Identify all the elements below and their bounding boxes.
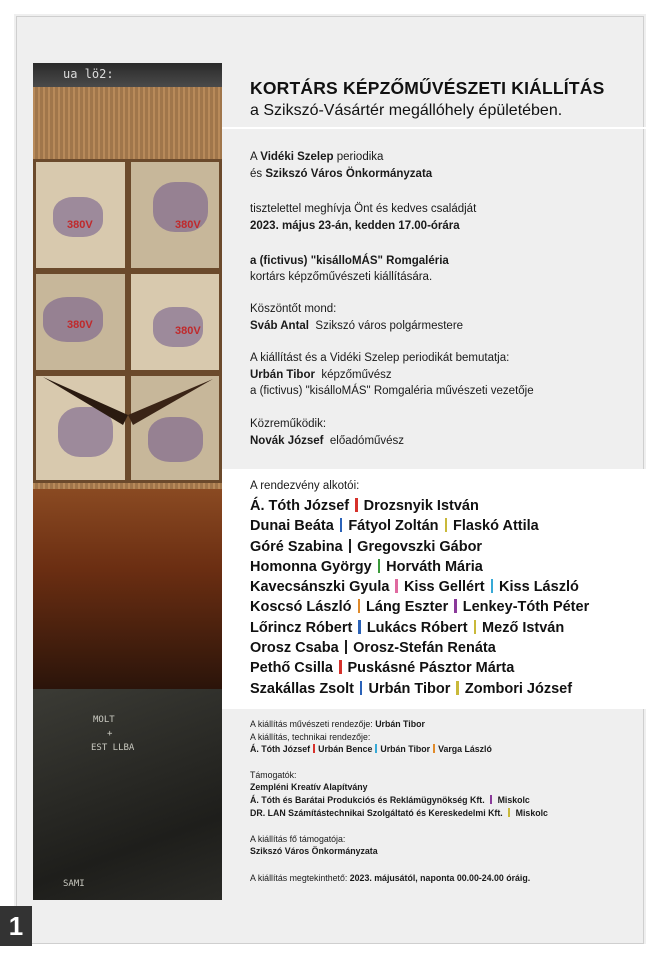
creator-name: Láng Eszter <box>366 599 449 616</box>
voltage-mark: 380V <box>67 219 93 231</box>
creator-name: Lukács Róbert <box>366 619 468 636</box>
creator-name: Kavecsánszki Gyula <box>250 579 390 596</box>
performer-name: Novák József <box>250 435 324 447</box>
creator-name: Á. Tóth József <box>250 498 350 514</box>
chalk-text: SAMI <box>63 879 85 889</box>
creator-name: Puskásné Pásztor Márta <box>347 660 515 677</box>
hosts-line2 <box>250 167 432 181</box>
creator-name: Kiss László <box>499 579 579 596</box>
hosts-and: és <box>250 168 263 180</box>
paint-stain <box>53 197 103 237</box>
exhibition-subtitle: a Szikszó-Vásártér megállóhely épületében. <box>250 102 563 119</box>
artwork-top-strip <box>33 63 222 87</box>
exhibition-title: KORTÁRS KÉPZŐMŰVÉSZETI KIÁLLÍTÁS <box>250 78 605 98</box>
greeting-name: Sváb Antal <box>250 320 310 332</box>
hosts-prefix: A <box>250 151 258 163</box>
chalk-text: + <box>107 729 113 739</box>
viewing-label: A kiállítás megtekinthető: <box>250 873 348 883</box>
creators-label: A rendezvény alkotói: <box>250 480 360 492</box>
greeting-role: Szikszó város polgármestere <box>315 320 464 332</box>
separator-bar <box>345 640 348 654</box>
creators-row <box>250 557 640 577</box>
creators-list <box>250 496 640 699</box>
sponsor3-city: Miskolc <box>515 808 548 818</box>
greeting-label: Köszöntőt mond: <box>250 303 337 315</box>
separator-bar <box>433 744 435 753</box>
artistic-name: Urbán Tibor <box>375 719 425 729</box>
creator-name: Homonna György <box>250 558 372 575</box>
presenter-role: képzőművész <box>321 369 392 381</box>
separator-bar <box>445 518 448 532</box>
separator-bar <box>355 498 358 512</box>
presenter-name: Urbán Tibor <box>250 369 315 381</box>
technical-name: Varga László <box>438 744 492 754</box>
creator-name: Koscsó László <box>250 599 352 616</box>
main-sponsor-label: A kiállítás fő támogatója: <box>250 834 346 844</box>
voltage-mark: 380V <box>175 219 201 231</box>
viewing-line <box>250 873 530 884</box>
creator-name: Drozsnyik István <box>363 498 479 514</box>
main-sponsor-name: Szikszó Város Önkormányzata <box>250 846 378 856</box>
sponsor2-city: Miskolc <box>497 795 530 805</box>
gallery-name: a (fictivus) "kisálloMÁS" Romgaléria <box>250 255 449 267</box>
artwork-chalk-wall <box>33 689 222 900</box>
sponsor3-name: DR. LAN Számítástechnikai Szolgáltató és Kereskedelmi Kft. <box>250 808 503 818</box>
artwork-rust-texture <box>33 489 222 689</box>
performer-label: Közreműködik: <box>250 418 327 430</box>
creator-name: Zombori József <box>464 680 573 697</box>
sponsor1-name: Zempléni Kreatív Alapítvány <box>250 782 368 792</box>
performer-role: előadóművész <box>329 435 405 447</box>
separator-bar <box>378 559 381 573</box>
creator-name: Dunai Beáta <box>250 518 334 535</box>
separator-bar <box>358 620 361 634</box>
host-org1-suffix: periodika <box>336 151 384 163</box>
separator-bar <box>358 599 361 613</box>
creator-name: Kiss Gellért <box>403 579 485 596</box>
creator-name: Góré Szabina <box>250 538 343 555</box>
technical-name: Urbán Bence <box>318 744 373 754</box>
sponsor-1 <box>250 782 368 793</box>
creator-name: Urbán Tibor <box>368 680 451 697</box>
creators-row <box>250 597 640 617</box>
gallery-desc: kortárs képzőművészeti kiállítására. <box>250 271 433 283</box>
separator-bar <box>456 681 459 695</box>
technical-name: Urbán Tibor <box>380 744 431 754</box>
sponsors-label: Támogatók: <box>250 770 297 780</box>
creators-row <box>250 618 640 638</box>
creators-row <box>250 679 640 699</box>
artwork-tiled-wall <box>33 87 222 489</box>
creator-name: Szakállas Zsolt <box>250 680 354 697</box>
separator-bar <box>340 518 343 532</box>
separator-bar <box>491 579 494 593</box>
creator-name: Gregovszki Gábor <box>357 538 483 555</box>
creators-row <box>250 496 640 516</box>
presenter-label: A kiállítást és a Vidéki Szelep periodikát bemutatja: <box>250 352 510 364</box>
separator-bar <box>454 599 457 613</box>
creators-row <box>250 638 640 658</box>
creators-row <box>250 516 640 536</box>
voltage-mark: 380V <box>67 319 93 331</box>
main-sponsor <box>250 846 378 857</box>
creators-row <box>250 577 640 597</box>
creators-row <box>250 658 640 678</box>
creator-name: Orosz Csaba <box>250 640 339 657</box>
sponsor2-name: Á. Tóth és Barátai Produkciós és Reklámügynökség Kft. <box>250 795 485 805</box>
host-org1: Vidéki Szelep <box>260 151 334 163</box>
host-org2: Szikszó Város Önkormányzata <box>265 168 433 180</box>
separator-bar <box>508 808 510 817</box>
separator-bar <box>395 579 398 593</box>
header-rule <box>222 127 646 129</box>
separator-bar <box>349 539 352 553</box>
creator-name: Horváth Mária <box>386 558 483 575</box>
viewing-value: 2023. májusától, naponta 00.00-24.00 óráig. <box>349 873 531 883</box>
presenter-line <box>250 368 392 382</box>
hosts-line1 <box>250 150 383 164</box>
separator-bar <box>490 795 492 804</box>
voltage-mark: 380V <box>175 325 201 337</box>
invite-line: tisztelettel meghívja Önt és kedves családját <box>250 203 477 215</box>
separator-bar <box>375 744 377 753</box>
separator-bar <box>360 681 363 695</box>
sponsor-2 <box>250 795 530 806</box>
broken-tile-shape <box>33 367 222 427</box>
event-date: 2023. május 23-án, kedden 17.00-órára <box>250 220 460 232</box>
chalk-text: MOLT <box>93 715 115 725</box>
technical-label: A kiállítás, technikai rendezője: <box>250 732 371 742</box>
creators-row <box>250 537 640 557</box>
page-number: 1 <box>0 906 32 946</box>
greeting-line <box>250 319 463 333</box>
technical-name: Á. Tóth József <box>250 744 311 754</box>
creator-name: Flaskó Attila <box>453 518 539 535</box>
creator-name: Orosz-Stefán Renáta <box>353 640 496 657</box>
creator-name: Mező István <box>482 619 565 636</box>
separator-bar <box>339 660 342 674</box>
presenter-role2: a (fictivus) "kisálloMÁS" Romgaléria művészeti vezetője <box>250 385 534 397</box>
creator-name: Fátyol Zoltán <box>348 518 439 535</box>
separator-bar <box>474 620 477 634</box>
sponsor-3 <box>250 808 548 819</box>
creator-name: Lőrincz Róbert <box>250 619 353 636</box>
creator-name: Lenkey-Tóth Péter <box>462 599 590 616</box>
creator-name: Pethő Csilla <box>250 660 333 677</box>
performer-line <box>250 434 404 448</box>
chalk-text: EST LLBA <box>91 743 135 753</box>
artwork-scribble: ua lö2: <box>63 67 114 81</box>
separator-bar <box>313 744 315 753</box>
artistic-director-line <box>250 719 425 730</box>
technical-names <box>250 744 492 755</box>
artistic-label: A kiállítás művészeti rendezője: <box>250 719 373 729</box>
